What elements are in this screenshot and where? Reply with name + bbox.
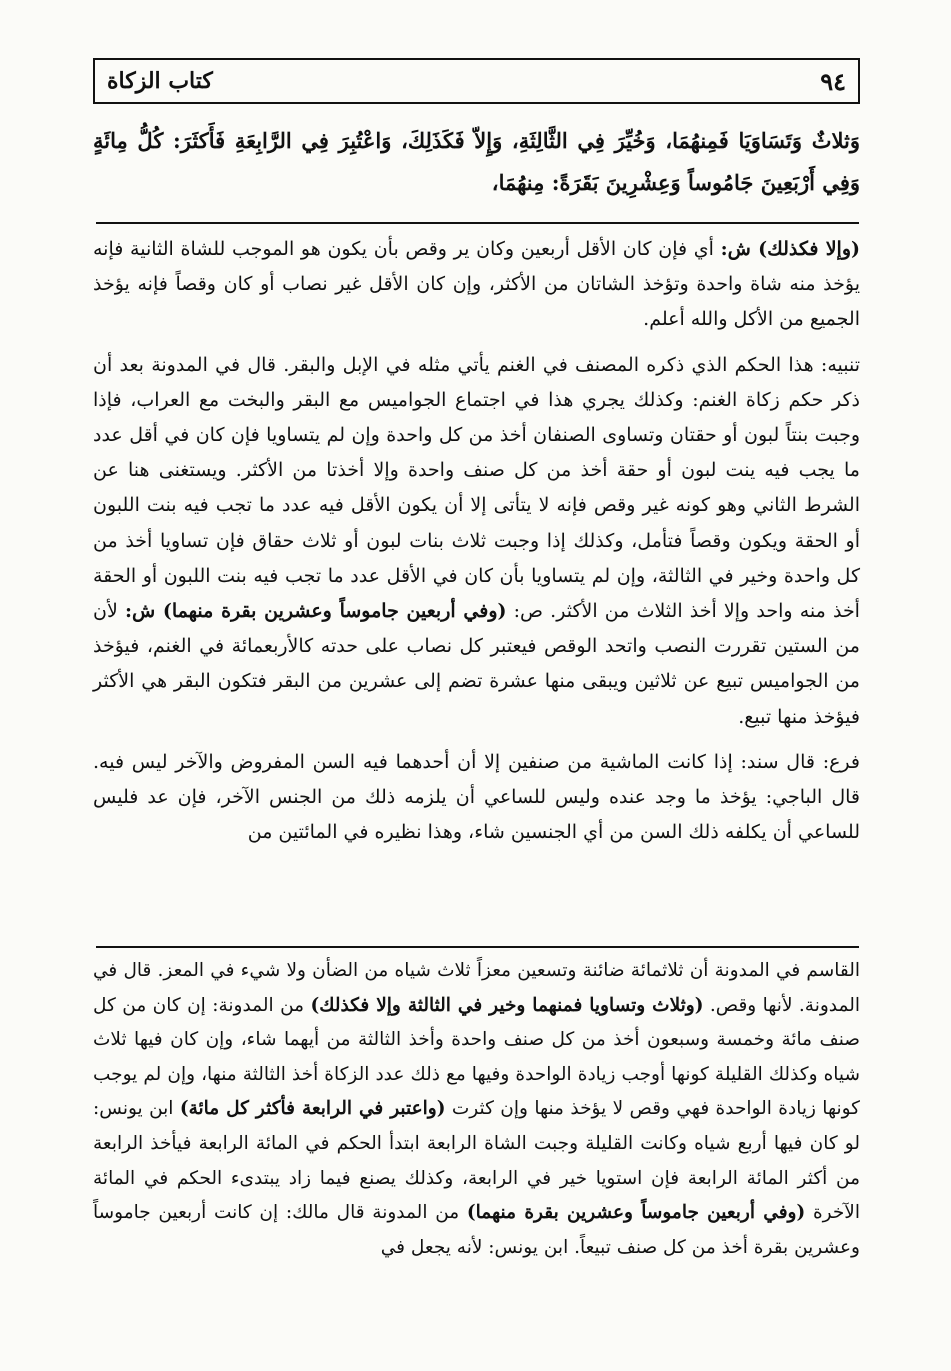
commentary-paragraph-1: (وإلا فكذلك) ش: أي فإن كان الأقل أربعين وكان ير وقص بأن يكون هو الموجب للشاة الثانية فإنه يؤخذ منه شاة واحدة وتؤخذ الشاتان من الأكثر، وإن كان الأقل غير نصاب أو كان وقصاً فإنه يؤخذ الجميع من الأكل والله أعلم. bbox=[93, 238, 860, 331]
divider-top bbox=[96, 222, 859, 224]
commentary bbox=[93, 232, 860, 860]
commentary-paragraph-2: تنبيه: هذا الحكم الذي ذكره المصنف في الغنم يأتي مثله في الإبل والبقر. قال في المدونة بعد أن ذكر حكم زكاة الغنم: وكذلك يجري هذا في اجتماع الجواميس مع البقر والبخت مع العراب، فإذا وجبت بنتاً لبون أو حقتان وتساوى الصنفان أخذ من كل واحدة وإن لم يتساويا فإن كان في أقل عدد ما يجب فيه ينت لبون أو حقة أخذ من كل صنف واحدة وإلا أخذتا من الأكثر. ويستغنى هنا عن الشرط الثاني وهو كونه غير وقص فإنه لا يتأتى إلا أن يكون الأقل فيه عدد ما تجب فيه بنت اللبون أو الحقة ويكون وقصاً فتأمل، وكذلك إذا وجبت ثلاث بنات لبون أو ثلاث حقاق فإن تساويا أخذ من كل واحدة وخير في الثالثة، وإن لم يتساويا بأن كان في الأقل عدد ما تجب فيه بنت اللبون أو الحقة أخذ منه واحد وإلا أخذ الثلاث من الأكثر. ص: (وفي أربعين جاموساً وعشرين بقرة منهما) ش: لأن من الستين تقررت النصب واتحد الوقص فيعتبر كل نصاب على حدته كالأربعمائة في الغنم، فيؤخذ من الجواميس تبيع عن ثلاثين ويبقى منها عشرة تضم إلى عشرين من البقر فتكون البقر هي الأكثر فيؤخذ منها تبيع. bbox=[93, 353, 860, 728]
divider-footnote bbox=[96, 946, 859, 948]
matn-text: وَثلاثٌ وَتَسَاوَيَا فَمِنهُمَا، وَخُيِّرَ فِي الثَّالِثَةِ، وَإِلاّ فَكَذَلِكَ، وَاعْتُبِرَ فِي الرَّابِعَةِ فَأَكثَرَ: كُلُّ مِائَةٍ وَفِي أَرْبَعِينَ جَامُوساً وَعِشْرِينَ بَقَرَةً: مِنهُمَا، bbox=[93, 128, 860, 195]
commentary-paragraph-3: فرع: قال سند: إذا كانت الماشية من صنفين إلا أن أحدهما فيه السن المفروض والآخر ليس فيه. قال الباجي: يؤخذ ما وجد عنده وليس للساعي أن يلزمه ذلك من الجنس الآخر، فإن عد فليس للساعي أن يكلفه ذلك السن من أي الجنسين شاء، وهذا نظيره في المائتين من bbox=[93, 750, 860, 844]
book-title: كتاب الزكاة bbox=[107, 68, 213, 94]
quote-label: (وإلا فكذلك) ش: bbox=[720, 238, 860, 260]
page-number: ٩٤ bbox=[820, 66, 846, 96]
footnote-paragraph: القاسم في المدونة أن ثلاثمائة ضائنة وتسعين معزاً ثلاث شياه من الضأن ولا شيء في المعز. قال في المدونة. لأنها وقص. (وثلاث وتساويا فمنهما وخير في الثالثة وإلا فكذلك) من المدونة: إن كان من كل صنف مائة وخمسة وسبعون أخذ من كل صنف واحدة وأخذ الثالثة من أيهما شاء، وإن كان فيها ثلاث شياه وكذلك القليلة كونها أوجب زيادة الواحدة وفيها مع ذلك عدد الزكاة أخذ الثالثة منها، وإن لم يوجب كونها زيادة الواحدة فهي وقص لا يؤخذ منها وإن كثرت (واعتبر في الرابعة فأكثر كل مائة) ابن يونس: لو كان فيها أربع شياه وكانت القليلة وجبت الشاة الرابعة ابتدأ الحكم في المائة الرابعة فيأخذ الرابعة من أكثر المائة الرابعة فإن استويا خير في الرابعة، وكذلك يصنع فيما زاد يبتدىء الحكم في المائة الآخرة (وفي أربعين جاموساً وعشرين بقرة منهما) من المدونة قال مالك: إن كانت أربعين جاموساً وعشرين بقرة أخذ من كل صنف تبيعاً. ابن يونس: لأنه يجعل في bbox=[93, 960, 860, 1258]
page-header bbox=[93, 58, 860, 104]
quote-label: (وفي أربعين جاموساً وعشرين بقرة منهما) ش: bbox=[124, 600, 507, 623]
footnote bbox=[93, 954, 860, 1265]
